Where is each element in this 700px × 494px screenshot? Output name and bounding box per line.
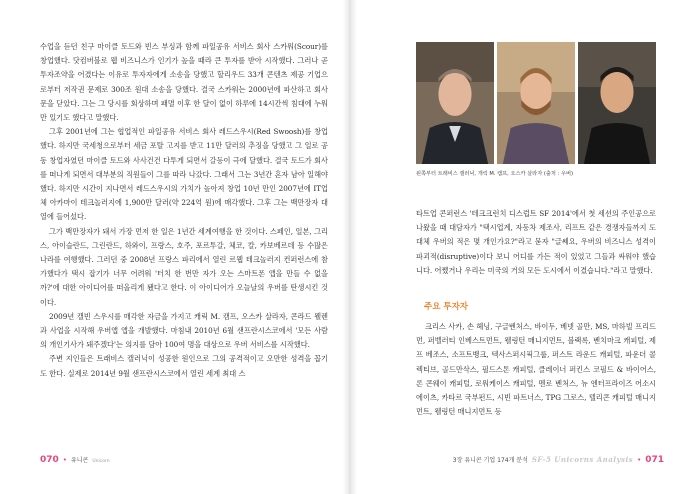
right-series-title: SF-5 Unicorns Analysis	[531, 455, 634, 464]
right-paragraph-1: 타트업 콘퍼런스 '테크크런치 디스럽트 SF 2014'에서 첫 세션의 주인공으로 나왔을 때 대담자가 "택시업계, 자동차 제조사, 리프트 같은 경쟁자들까지 도대체 우버의 적은 몇 개인가요?"라고 묻자 "글쎄요, 우버의 비즈니스 성격이 파괴적(disruptive)이다 보니 어디를 가든 적이 있었고 그들과 싸워야 했습니다. 어쨌거나 우리는 미국의 거의 모든 도시에서 이겼습니다."라고 말했다.	[416, 209, 656, 275]
right-running-head: 3장 유니콘 기업 174개 분석	[452, 457, 528, 464]
founder-photo-1	[416, 42, 494, 164]
right-page-column	[416, 42, 656, 419]
founders-photo	[416, 42, 656, 164]
founder-photo-2	[497, 42, 575, 164]
left-page-text-column	[40, 40, 328, 381]
right-page-footer	[453, 455, 664, 465]
investors-heading: 주요 투자자	[424, 302, 469, 313]
left-running-head: 유니콘	[70, 457, 89, 464]
left-running-head-sub: Unicorn	[92, 459, 110, 464]
left-paragraph-1: 수업을 듣던 친구 마이클 토드와 빈스 부싱과 함께 파일공유 서비스 회사 스카워(Scour)를 창업했다. 닷컴버블로 웹 비즈니스가 인기가 높을 때라 큰 투자를 받아 시작했다. 그러나 곧 투자조약을 어겼다는 이유로 투자자에게 소송을 당했고 할리우드 33개 콘텐츠 제공 기업으로부터 저작권 문제로 300조 원대 소송을 당했다. 결국 스카워는 2000년에 파산하고 회사 문을 닫았다. 그는 그 당시를 회상하며 패멸 이후 한 달이 없이 하루에 14시간씩 침대에 누워만 있기도 했다고 말했다.	[40, 42, 328, 123]
right-page-number: 071	[645, 455, 664, 465]
left-page-footer	[40, 455, 110, 465]
left-paragraph-4: 2009년 캘빈 스우시를 매각한 자금을 가지고 캐릭 M. 캠프, 오스카 살라자, 콘라드 웰렌과 사업을 시작해 우버앱 앱을 개발했다. 마침내 2010년 6월 샌프란시스코에서 '모든 사람의 개인기사가 돼주겠다'는 의지를 담아 100여 명을 대상으로 우버 서비스를 시작했다.	[40, 311, 328, 350]
footer-dot-right: •	[637, 456, 642, 464]
footer-dot-left: •	[62, 456, 67, 464]
left-paragraph-5: 주변 지인들은 트래비스 캘러닉이 성공한 원인으로 그의 공격적이고 오만한 성격을 꼽기도 한다. 실제로 2014년 9월 샌프란시스코에서 열린 세계 최대 스	[40, 354, 328, 378]
left-paragraph-2: 그후 2001년에 그는 협업적인 파일공유 서비스 회사 레드스우시(Red Swoosh)를 창업했다. 하지만 국세청으로부터 세금 포탈 고지를 받고 11만 달러의 추징을 당했고 그 일로 공동 창업자였던 마이클 토드와 사사건건 다투게 되면서 갈등이 극에 달했다. 결국 토드가 회사를 떠나게 되면서 대부분의 직원들이 그를 따라 나갔다. 그래서 그는 3년간 혼자 남아 일해야 했다. 하지만 시간이 지나면서 레드스우시의 가치가 높아져 창업 10년 만인 2007년에 IT업체 아카마이 테크놀러지에 1,900만 달러(약 224억 원)에 매각했다. 그후 그는 백만장자 대열에 들어섰다.	[40, 127, 328, 222]
founder-photo-3	[578, 42, 656, 164]
left-page-number: 070	[40, 455, 59, 465]
photo-caption: 왼쪽부터 트래비스 캘러닉, 개릭 M. 캠프, 오스카 살라자 (출처 : 우버)	[416, 171, 573, 177]
investors-paragraph: 크리스 사카, 손 헤닝, 구글벤처스, 바이두, 베넷 골만, MS, 마하빌 프리드먼, 퍼벨러티 인베스트먼트, 웰링턴 매니지먼트, 블랙록, 벤치마크 캐피털, 제프 베조스, 소프트뱅크, 텍사스퍼시픽그룹, 퍼스트 라운드 캐피털, 파운더 콜렉티브, 골드만삭스, 필드스톤 캐피털, 클레이너 퍼킨스 코필드 & 바이어스, 론 콘웨이 캐피털, 로워케이스 캐피털, 멘로 벤처스, 뉴 엔터프라이즈 어소시에이츠, 카타르 국부펀드, 시빈 파트너스, TPG 그로스, 텔리콘 캐피털 매니지먼트, 웰링턴 매니지먼트 등	[416, 322, 656, 417]
left-paragraph-3: 그가 백만장자가 돼서 가장 먼저 한 일은 1년간 세계여행을 한 것이다. 스페인, 일본, 그리스, 아이슬란드, 그린란드, 하와이, 프랑스, 호주, 포르투갈, 체코, 칼, 카보베르데 등 수많은 나라를 여행했다. 그러던 중 2008년 프랑스 파리에서 열린 르웹 테크놀러지 컨퍼런스에 참가했다가 택시 잡기가 너무 어려워 '터치 한 번만 자가 오는 스마트폰 앱을 만들 수 없을까?'에 대한 아이디어를 떠올리게 됐다고 한다. 이 아이디어가 오늘날의 우버를 탄생시킨 것이다.	[40, 226, 328, 307]
book-gutter	[343, 0, 357, 494]
